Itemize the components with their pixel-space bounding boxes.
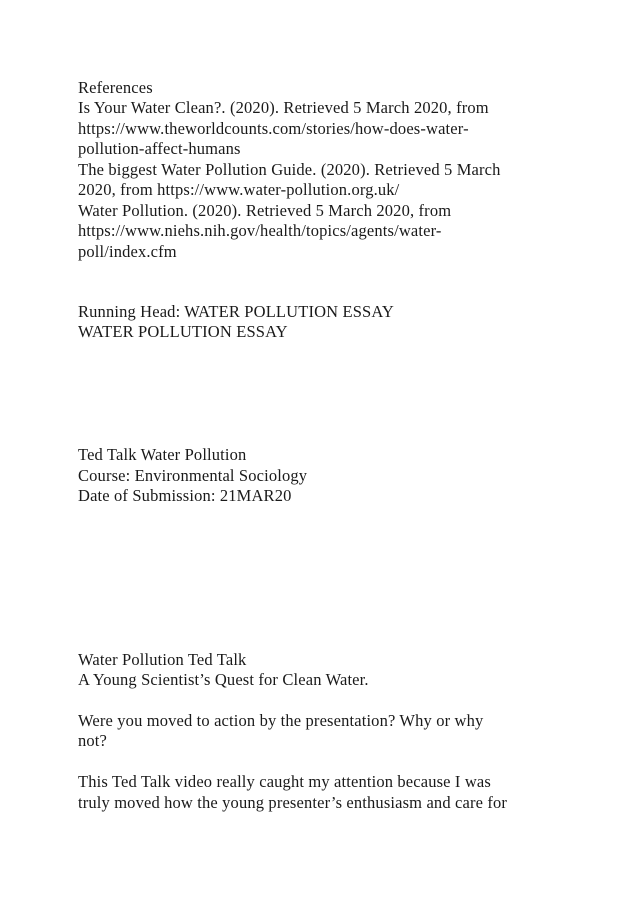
- reference-line: https://www.theworldcounts.com/stories/how-does-water-: [78, 119, 469, 138]
- question-line: Were you moved to action by the presentation? Why or why: [78, 711, 484, 730]
- question-line: not?: [78, 731, 108, 750]
- reference-line: pollution-affect-humans: [78, 139, 241, 158]
- reference-line: 2020, from https://www.water-pollution.org.uk/: [78, 180, 400, 199]
- title-block-title: Ted Talk Water Pollution: [78, 445, 247, 464]
- essay-title-header: WATER POLLUTION ESSAY: [78, 322, 288, 341]
- answer-line: truly moved how the young presenter’s enthusiasm and care for: [78, 793, 508, 812]
- reference-line: Is Your Water Clean?. (2020). Retrieved 5 March 2020, from: [78, 98, 489, 117]
- reference-line: Water Pollution. (2020). Retrieved 5 March 2020, from: [78, 201, 452, 220]
- answer-line: This Ted Talk video really caught my attention because I was: [78, 772, 491, 791]
- title-block-date: Date of Submission: 21MAR20: [78, 486, 292, 505]
- reference-line: The biggest Water Pollution Guide. (2020). Retrieved 5 March: [78, 160, 501, 179]
- references-heading: References: [78, 78, 153, 97]
- body-subheading: A Young Scientist’s Quest for Clean Water.: [78, 670, 369, 689]
- running-head: Running Head: WATER POLLUTION ESSAY: [78, 302, 395, 321]
- reference-line: https://www.niehs.nih.gov/health/topics/agents/water-: [78, 221, 442, 240]
- title-block-course: Course: Environmental Sociology: [78, 466, 308, 485]
- body-heading: Water Pollution Ted Talk: [78, 650, 247, 669]
- reference-line: poll/index.cfm: [78, 242, 177, 261]
